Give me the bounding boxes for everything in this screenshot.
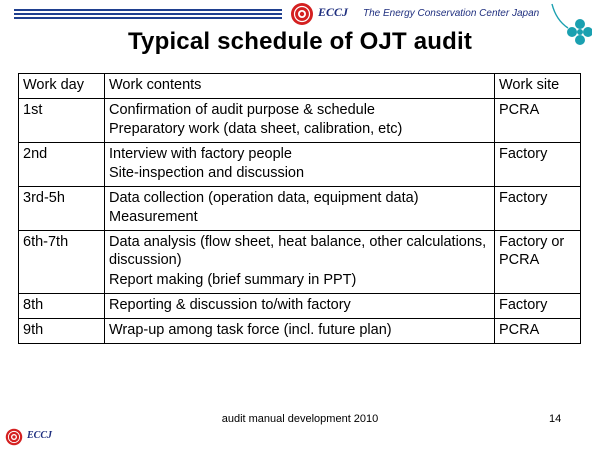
header-decorative-lines bbox=[14, 9, 282, 19]
work-day-cell: 1st bbox=[19, 99, 105, 143]
eccj-footer-logo-icon bbox=[5, 428, 23, 446]
eccj-logo-text: ECCJ bbox=[318, 5, 349, 19]
work-contents-cell bbox=[105, 294, 495, 319]
work-day-cell: 8th bbox=[19, 294, 105, 319]
schedule-table bbox=[18, 73, 581, 344]
table-header-row bbox=[19, 74, 581, 99]
page-number: 14 bbox=[549, 413, 562, 425]
work-content-line: Report making (brief summary in PPT) bbox=[109, 272, 357, 288]
table-row bbox=[19, 231, 581, 294]
table-row bbox=[19, 99, 581, 143]
table-row bbox=[19, 319, 581, 344]
work-content-line: Confirmation of audit purpose & schedule bbox=[109, 102, 375, 118]
work-site-cell: PCRA bbox=[495, 319, 581, 344]
work-site-cell: Factory bbox=[495, 187, 581, 231]
work-day-cell: 2nd bbox=[19, 143, 105, 187]
work-site-text: Factory or PCRA bbox=[499, 234, 565, 268]
work-content-line: Measurement bbox=[109, 209, 198, 225]
work-site-cell bbox=[495, 231, 581, 294]
header-work-day: Work day bbox=[19, 74, 105, 99]
work-day-cell: 3rd-5h bbox=[19, 187, 105, 231]
work-content-line: Reporting & discussion to/with factory bbox=[109, 297, 351, 313]
header-work-contents: Work contents bbox=[105, 74, 495, 99]
work-content-line: Data collection (operation data, equipment data) bbox=[109, 190, 419, 206]
work-day-cell: 6th-7th bbox=[19, 231, 105, 294]
table-row bbox=[19, 294, 581, 319]
work-contents-cell bbox=[105, 319, 495, 344]
footer-text: audit manual development 2010 bbox=[221, 413, 379, 425]
table-row bbox=[19, 187, 581, 231]
work-site-cell: Factory bbox=[495, 294, 581, 319]
header-work-site: Work site bbox=[495, 74, 581, 99]
organization-name: The Energy Conservation Center Japan bbox=[363, 8, 540, 19]
work-content-line: Data analysis (flow sheet, heat balance, other calculations, discussion) bbox=[109, 234, 487, 268]
eccj-footer-logo-text: ECCJ bbox=[27, 430, 53, 441]
work-content-line: Interview with factory people bbox=[109, 146, 292, 162]
work-contents-cell bbox=[105, 99, 495, 143]
slide-title: Typical schedule of OJT audit bbox=[127, 28, 473, 55]
work-content-line: Preparatory work (data sheet, calibration, etc) bbox=[109, 121, 403, 137]
work-content-line: Wrap-up among task force (incl. future plan) bbox=[109, 322, 392, 338]
eccj-logo-icon bbox=[290, 2, 314, 26]
work-site-cell: Factory bbox=[495, 143, 581, 187]
work-content-line: Site-inspection and discussion bbox=[109, 165, 305, 181]
table-row bbox=[19, 143, 581, 187]
work-contents-cell bbox=[105, 187, 495, 231]
work-contents-cell bbox=[105, 143, 495, 187]
work-day-cell: 9th bbox=[19, 319, 105, 344]
work-site-cell: PCRA bbox=[495, 99, 581, 143]
work-contents-cell bbox=[105, 231, 495, 294]
